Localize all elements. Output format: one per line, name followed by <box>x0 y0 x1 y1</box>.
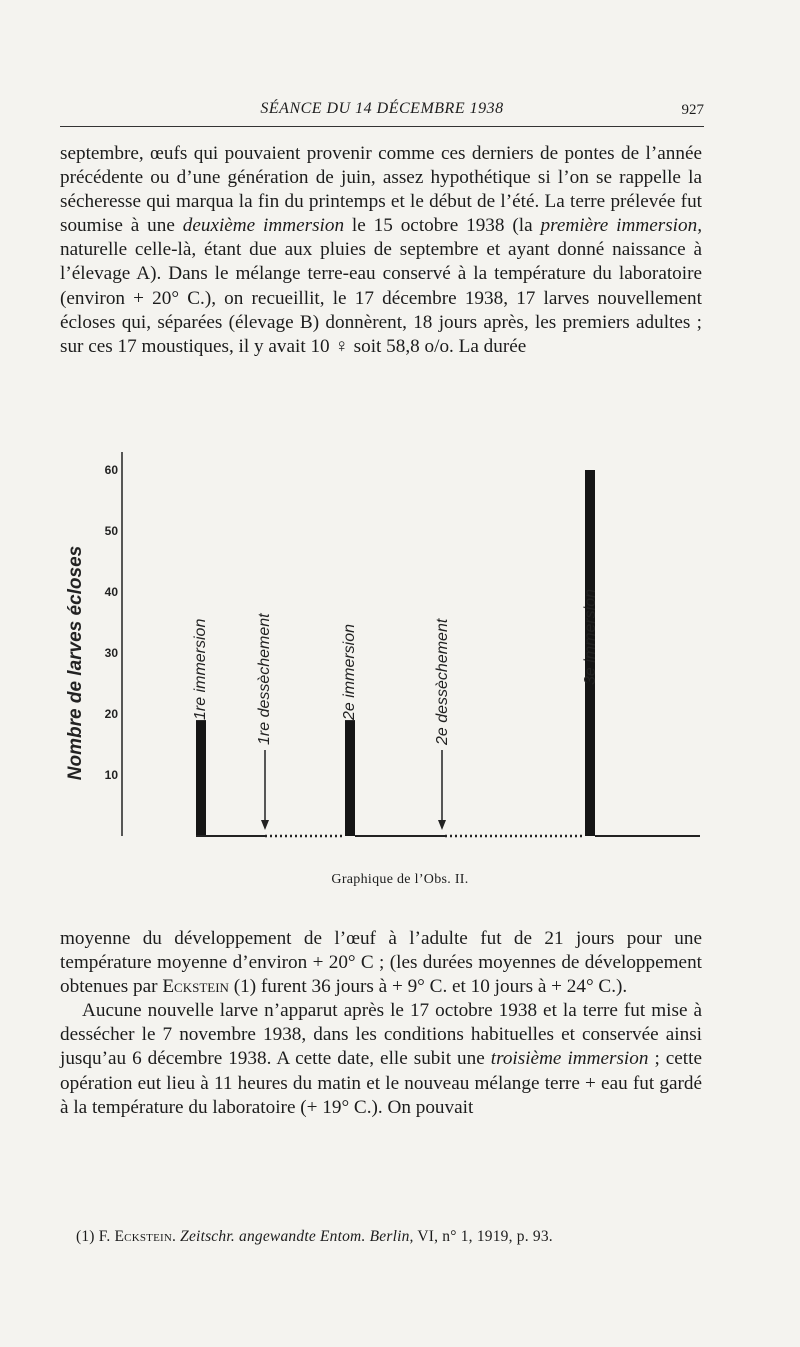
figure-caption: Graphique de l’Obs. II. <box>331 872 469 887</box>
event-label-2: 2e dessèchement <box>434 618 451 745</box>
paragraph-1-text-b: le 15 octobre 1938 (la <box>344 215 541 237</box>
paragraph-2-text-a: moyenne du développement de l’œuf à l’adulte fut de 21 jours pour une température moyenne d’environ + 20° C ; (les durées moyennes de développement obtenues par <box>60 928 702 998</box>
bar-label-2: 2e immersion <box>341 623 358 720</box>
page-number: 927 <box>681 102 704 118</box>
footnote-number: (1) F. <box>76 1228 115 1245</box>
footnote-author: Eckstein. <box>114 1228 177 1245</box>
bar-label-1: 1re immersion <box>192 618 209 720</box>
paragraph-1-italic-b: première immersion, <box>540 215 702 237</box>
y-axis-title: Nombre de larves écloses <box>65 545 86 781</box>
paragraph-1-text-c: naturelle celle-là, étant due aux pluies de septembre et ayant donné naissance à l’élevage A). Dans le mélange terre-eau conservé à la température du laboratoire (environ + 20° C.), on recueillit, le 17 décembre 1938, 17 larves nouvellement écloses qui, séparées (élevage B) donnèrent, 18 jours après, les premiers adultes ; sur ces 17 moustiques, il y avait 10 ♀ soit 58,8 o/o. La durée <box>60 239 702 357</box>
larvae-chart <box>55 440 705 880</box>
bar-label-3: 3e immersion <box>582 588 599 685</box>
footnote-journal: Zeitschr. angewandte Entom. Berlin, <box>180 1228 414 1245</box>
paragraph-3-text-b: ; cette opération eut lieu à 11 heures du matin et le nouveau mélange terre + eau fut gardé à la température du laboratoire (+ 19° C.). On pouvait <box>60 1048 702 1118</box>
running-title: SÉANCE DU 14 DÉCEMBRE 1938 <box>260 100 504 117</box>
y-tick-label: 10 <box>104 768 118 782</box>
y-tick-label: 50 <box>104 524 118 538</box>
paragraph-2 <box>60 927 702 1120</box>
event-label-1: 1re dessèchement <box>256 613 273 745</box>
y-tick-label: 20 <box>104 707 118 721</box>
paragraph-1-italic-a: deuxième immersion <box>182 215 345 237</box>
event-arrowhead-1 <box>261 820 269 830</box>
author-name: Eckstein <box>162 976 229 998</box>
paragraph-3-italic: troisième immersion <box>490 1048 649 1070</box>
footnote <box>76 1228 716 1246</box>
bar-2 <box>345 720 355 836</box>
page-header <box>60 96 704 127</box>
bar-1 <box>196 720 206 836</box>
paragraph-3-text-a: Aucune nouvelle larve n’apparut après le 17 octobre 1938 et la terre fut mise à dessécher le 7 novembre 1938, dans les conditions habituelles et conservée ainsi jusqu’au 6 décembre 1938. A cette date, elle subit une <box>60 1000 702 1070</box>
y-tick-label: 40 <box>104 585 118 599</box>
event-arrowhead-2 <box>438 820 446 830</box>
y-tick-label: 30 <box>104 646 118 660</box>
footnote-reference: VI, n° 1, 1919, p. 93. <box>413 1228 553 1245</box>
paragraph-1-text-a: septembre, œufs qui pouvaient provenir comme ces derniers de pontes de l’année précédente ou d’une génération de juin, assez hypothétique si l’on se rappelle la sécheresse qui marqua la fin du printemps et le début de l’été. La terre prélevée fut soumise à une <box>60 143 702 237</box>
paragraph-2-text-b: (1) furent 36 jours à + 9° C. et 10 jours à + 24° C.). <box>228 976 628 998</box>
paragraph-1 <box>60 142 702 359</box>
y-tick-label: 60 <box>104 463 118 477</box>
